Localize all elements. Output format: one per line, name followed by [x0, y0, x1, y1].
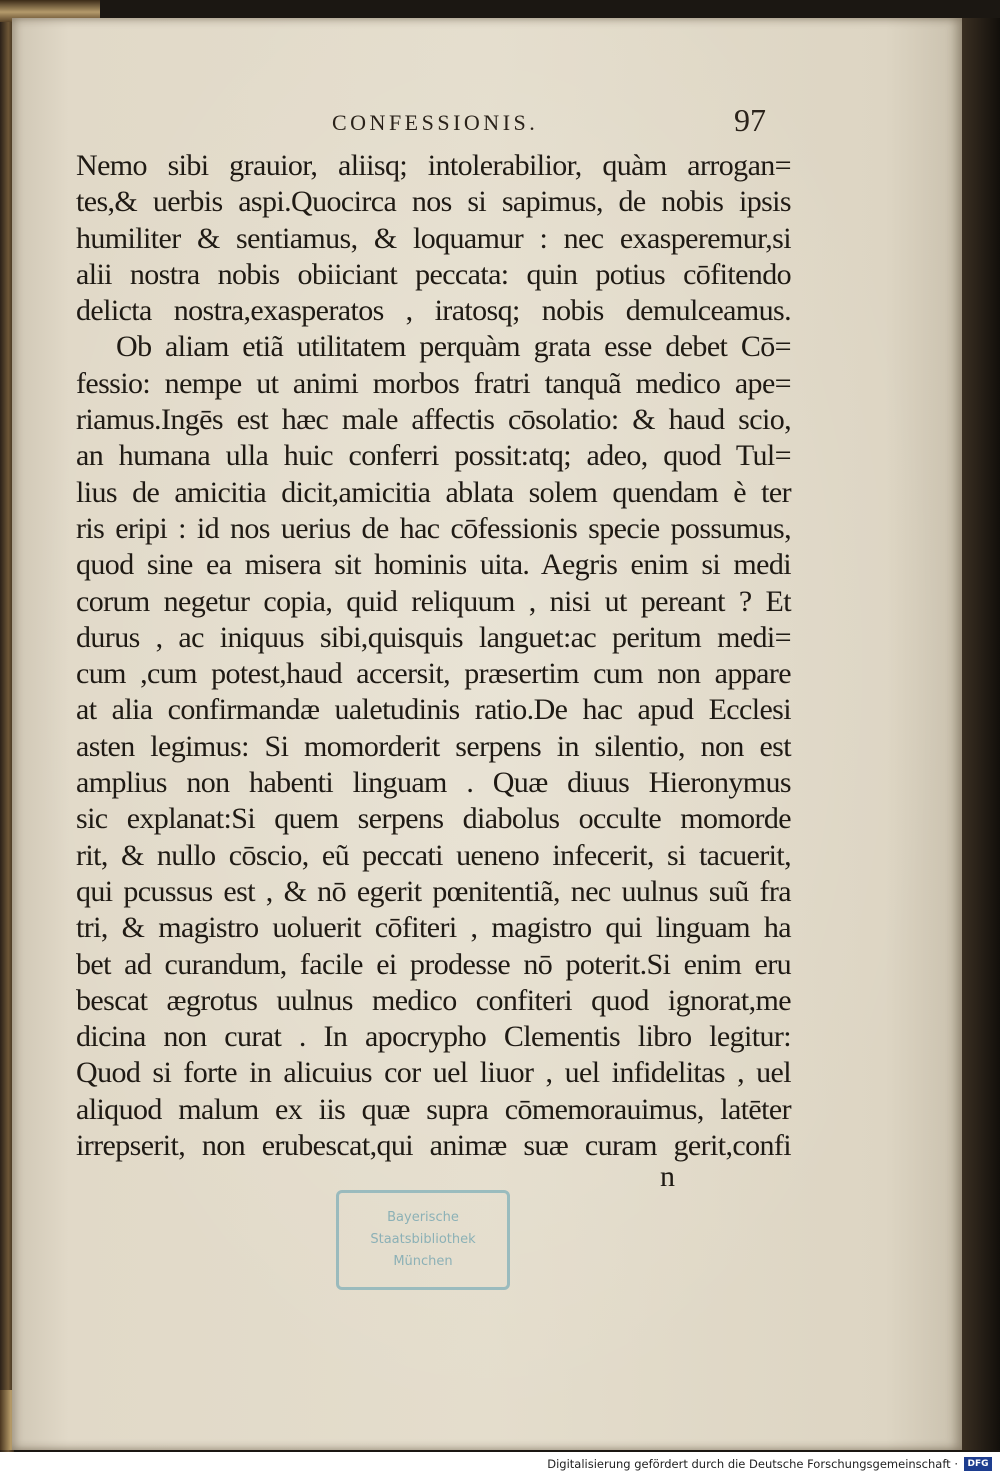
funding-footer	[0, 1452, 1000, 1476]
text-line: tri, & magistro uoluerit cōfiteri , magistro qui linguam ha	[76, 911, 791, 945]
running-title: CONFESSIONIS.	[332, 110, 539, 135]
text-line: quod sine ea misera sit hominis uita. Aegris enim si medi	[76, 548, 791, 582]
text-line: asten legimus: Si momorderit serpens in silentio, non est	[76, 729, 791, 763]
text-line: qui pcussus est , & nō egerit pœnitentiã, nec uulnus suũ fra	[76, 874, 791, 908]
text-line: ris eripi : id nos uerius de hac cōfessionis specie possumus,	[76, 511, 791, 545]
text-line: bescat ægrotus uulnus medico confiteri quod ignorat,me	[76, 983, 791, 1017]
text-line: durus , ac iniquus sibi,quisquis languet:ac peritum medi=	[76, 620, 791, 654]
library-stamp	[336, 1190, 510, 1290]
text-line: aliquod malum ex iis quæ supra cōmemorauimus, latēter	[76, 1092, 791, 1126]
stamp-line: München	[393, 1254, 453, 1269]
text-line: corum negetur copia, quid reliquum , nisi ut pereant ? Et	[76, 584, 791, 618]
text-line: dicina non curat . In apocrypho Clementis libro legitur:	[76, 1020, 791, 1054]
funding-note: Digitalisierung gefördert durch die Deutsche Forschungsgemeinschaft ·	[547, 1457, 958, 1471]
text-line: rit, & nullo cōscio, eũ peccati ueneno infecerit, si tacuerit,	[76, 838, 791, 872]
text-line: alii nostra nobis obiiciant peccata: quin potius cōfitendo	[76, 257, 791, 291]
text-line: at alia confirmandæ ualetudinis ratio.De hac apud Ecclesi	[76, 693, 791, 727]
catchword: n	[660, 1160, 675, 1193]
scan-background-right	[962, 18, 1000, 1450]
text-line: amplius non habenti linguam . Quæ diuus Hieronymus	[76, 766, 791, 800]
dfg-logo: DFG	[964, 1457, 992, 1471]
text-line: Quod si forte in alicuius cor uel liuor , uel infidelitas , uel	[76, 1056, 791, 1090]
text-line: lius de amicitia dicit,amicitia ablata solem quendam è ter	[76, 475, 791, 509]
text-line-paragraph-start: Ob aliam etiã utilitatem perquàm grata esse debet Cō=	[116, 330, 791, 364]
text-line: bet ad curandum, facile ei prodesse nō poterit.Si enim eru	[76, 947, 791, 981]
text-line: Nemo sibi grauior, aliisq; intolerabilior, quàm arrogan=	[76, 149, 791, 182]
text-line: humiliter & sentiamus, & loquamur : nec exasperemur,si	[76, 221, 791, 255]
text-line: fessio: nempe ut animi morbos fratri tanquã medico ape=	[76, 366, 791, 400]
body-text	[76, 148, 791, 1164]
book-page	[12, 18, 962, 1450]
text-line: cum ,cum potest,haud accersit, præsertim cum non appare	[76, 657, 791, 691]
running-head	[12, 102, 962, 146]
text-line: delicta nostra,exasperatos , iratosq; nobis demulceamus.	[76, 294, 791, 328]
text-line: tes,& uerbis aspi.Quocirca nos si sapimus, de nobis ipsis	[76, 185, 791, 219]
text-line: sic explanat:Si quem serpens diabolus occulte momorde	[76, 802, 791, 836]
text-line: riamus.Ingēs est hæc male affectis cōsolatio: & haud scio,	[76, 403, 791, 437]
text-line: irrepserit, non erubescat,qui animæ suæ curam gerit,confi	[76, 1129, 791, 1163]
stamp-line: Staatsbibliothek	[370, 1232, 476, 1247]
stamp-line: Bayerische	[387, 1210, 459, 1225]
page-number: 97	[734, 102, 766, 138]
text-line: an humana ulla huic conferri possit:atq; adeo, quod Tul=	[76, 439, 791, 473]
